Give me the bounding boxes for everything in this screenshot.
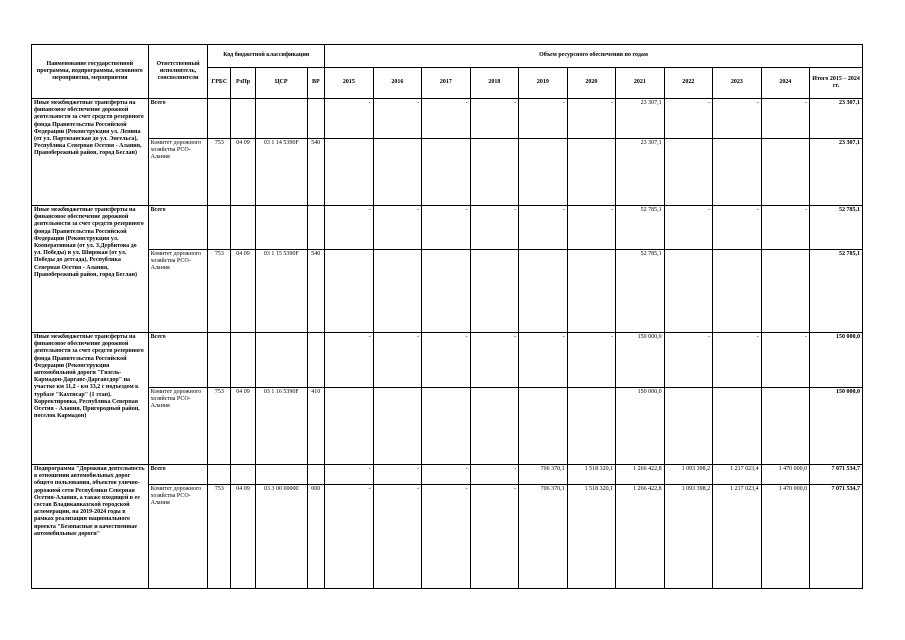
year-value: -	[422, 465, 471, 485]
header-year: 2022	[664, 68, 713, 99]
year-value	[470, 388, 519, 465]
year-value	[422, 139, 471, 206]
year-value: -	[519, 333, 568, 388]
vr-cell	[307, 333, 325, 388]
csr-cell: 03 1 14 5390F	[255, 139, 307, 206]
table-row	[32, 206, 863, 250]
vr-cell: 540	[307, 139, 325, 206]
table-row	[32, 465, 863, 485]
header-budget-code: Код бюджетной классификации	[208, 45, 325, 68]
csr-cell	[255, 99, 307, 139]
year-value	[373, 388, 422, 465]
rzpr-cell	[231, 206, 256, 250]
grbs-cell	[208, 99, 231, 139]
year-value: 150 000,0	[616, 388, 665, 465]
year-value	[567, 388, 616, 465]
vr-cell	[307, 99, 325, 139]
year-value	[761, 388, 810, 465]
year-value	[713, 139, 762, 206]
year-value: -	[325, 206, 374, 250]
grbs-cell	[208, 333, 231, 388]
year-value: -	[664, 99, 713, 139]
csr-cell: 03 3 00 00000	[255, 485, 307, 589]
responsible-executor: Комитет дорожного хозяйства РСО-Алания	[148, 139, 208, 206]
year-value: 52 785,1	[616, 250, 665, 333]
table-row	[32, 99, 863, 139]
header-volume: Объем ресурсного обеспечения по годам	[325, 45, 863, 68]
header-year: 2018	[470, 68, 519, 99]
year-value: 1 093 398,2	[664, 465, 713, 485]
header-year: 2024	[761, 68, 810, 99]
year-value: -	[664, 333, 713, 388]
year-value	[664, 139, 713, 206]
year-value	[519, 388, 568, 465]
year-value: 1 470 000,0	[761, 465, 810, 485]
rzpr-cell	[231, 333, 256, 388]
year-value: -	[325, 99, 374, 139]
year-value: -	[761, 99, 810, 139]
header-total: Итого 2015 – 2024 гг.	[810, 68, 863, 99]
year-value: -	[567, 333, 616, 388]
year-value: -	[713, 99, 762, 139]
header-year: 2016	[373, 68, 422, 99]
year-value: -	[470, 333, 519, 388]
header-year: 2019	[519, 68, 568, 99]
year-value: -	[373, 485, 422, 589]
year-value: 1 470 000,0	[761, 485, 810, 589]
vr-cell: 000	[307, 485, 325, 589]
vr-cell: 410	[307, 388, 325, 465]
grbs-cell: 753	[208, 250, 231, 333]
year-value	[664, 250, 713, 333]
header-year: 2023	[713, 68, 762, 99]
year-value: -	[325, 333, 374, 388]
year-value: -	[373, 465, 422, 485]
year-value: 1 518 320,1	[567, 485, 616, 589]
year-value: -	[422, 333, 471, 388]
year-value: 1 266 422,8	[616, 465, 665, 485]
total-value: 23 307,1	[810, 139, 863, 206]
year-value: -	[373, 99, 422, 139]
year-value	[713, 388, 762, 465]
year-value: 150 000,0	[616, 333, 665, 388]
row-label-total: Всего	[148, 99, 208, 139]
total-value: 7 071 534,7	[810, 485, 863, 589]
year-value: -	[519, 99, 568, 139]
year-value: -	[422, 206, 471, 250]
year-value: 1 217 023,4	[713, 465, 762, 485]
year-value: -	[325, 465, 374, 485]
table-row	[32, 485, 863, 589]
year-value: -	[422, 485, 471, 589]
table-row	[32, 139, 863, 206]
header-year: 2021	[616, 68, 665, 99]
year-value: 706 370,1	[519, 465, 568, 485]
header-vr: ВР	[307, 68, 325, 99]
year-value: -	[713, 333, 762, 388]
year-value	[422, 250, 471, 333]
rzpr-cell: 04 09	[231, 139, 256, 206]
year-value: -	[713, 206, 762, 250]
year-value: -	[470, 206, 519, 250]
grbs-cell	[208, 206, 231, 250]
rzpr-cell: 04 09	[231, 388, 256, 465]
year-value	[373, 250, 422, 333]
year-value	[325, 250, 374, 333]
year-value	[567, 139, 616, 206]
table-row	[32, 250, 863, 333]
rzpr-cell: 04 09	[231, 485, 256, 589]
header-year: 2020	[567, 68, 616, 99]
row-label-total: Всего	[148, 333, 208, 388]
row-label-total: Всего	[148, 465, 208, 485]
year-value	[422, 388, 471, 465]
year-value: -	[519, 206, 568, 250]
year-value	[470, 139, 519, 206]
total-value: 150 000,0	[810, 333, 863, 388]
total-value: 150 000,0	[810, 388, 863, 465]
year-value	[664, 388, 713, 465]
measure-name: Иные межбюджетные трансферты на финансовое обеспечение дорожной деятельности за счет средств резервного фонда Правительства Российской Федерации (Реконструкция автомобильной дороги "Гизель-Кармадон-Даргавс-Даргавсдор" на участке км 11,2 - км 33,2 с подъездом к турбазе "Кахтисар" (1 этап). Корректировка, Республика Северная Осетия - Алания, Пригородный район, поселок Кармадон)	[32, 333, 149, 465]
responsible-executor: Комитет дорожного хозяйства РСО-Алания	[148, 250, 208, 333]
year-value	[713, 250, 762, 333]
csr-cell: 03 1 16 5390F	[255, 388, 307, 465]
year-value	[567, 250, 616, 333]
csr-cell	[255, 333, 307, 388]
grbs-cell	[208, 465, 231, 485]
header-year: 2017	[422, 68, 471, 99]
year-value: -	[470, 99, 519, 139]
year-value	[325, 139, 374, 206]
vr-cell	[307, 465, 325, 485]
year-value	[519, 250, 568, 333]
rzpr-cell: 04 09	[231, 250, 256, 333]
total-value: 52 785,1	[810, 250, 863, 333]
year-value: 23 307,1	[616, 139, 665, 206]
header-rzpr: РзПр	[231, 68, 256, 99]
measure-name: Подпрограмма "Дорожная деятельность в отношении автомобильных дорог общего пользования, объектов улично-дорожной сети Республики Северная Осетия-Алания, а также входящей в ее состав Владикавказской городской агломерации, на 2019-2024 годы в рамках реализации национального проекта "Безопасные и качественные автомобильные дороги"	[32, 465, 149, 589]
year-value: -	[373, 206, 422, 250]
row-label-total: Всего	[148, 206, 208, 250]
grbs-cell: 753	[208, 485, 231, 589]
header-csr: ЦСР	[255, 68, 307, 99]
responsible-executor: Комитет дорожного хозяйства РСО-Алания	[148, 388, 208, 465]
vr-cell: 540	[307, 250, 325, 333]
year-value: 52 785,1	[616, 206, 665, 250]
year-value: -	[470, 485, 519, 589]
year-value: 1 217 023,4	[713, 485, 762, 589]
year-value	[519, 139, 568, 206]
year-value: -	[761, 206, 810, 250]
measure-name: Иные межбюджетные трансферты на финансовое обеспечение дорожной деятельности за счет средств резервного фонда Правительства Российской Федерации (Реконструкция ул. Ленина (от ул. Партизанская до ул. Энгельса), Республика Северная Осетия - Алания, Правобережный район, город Беслан)	[32, 99, 149, 206]
csr-cell	[255, 206, 307, 250]
year-value: 1 093 398,2	[664, 485, 713, 589]
year-value: -	[567, 206, 616, 250]
header-year: 2015	[325, 68, 374, 99]
table-row	[32, 333, 863, 388]
year-value: -	[567, 99, 616, 139]
year-value	[470, 250, 519, 333]
total-value: 7 071 534,7	[810, 465, 863, 485]
year-value: 1 518 320,1	[567, 465, 616, 485]
csr-cell	[255, 465, 307, 485]
year-value: -	[422, 99, 471, 139]
responsible-executor: Комитет дорожного хозяйства РСО-Алания	[148, 485, 208, 589]
year-value	[325, 388, 374, 465]
year-value: -	[761, 333, 810, 388]
year-value: -	[664, 206, 713, 250]
header-responsible: Ответственный исполнитель, соисполнители	[148, 45, 208, 99]
csr-cell: 03 1 15 5390F	[255, 250, 307, 333]
resource-table	[31, 44, 863, 589]
year-value	[761, 250, 810, 333]
total-value: 23 307,1	[810, 99, 863, 139]
grbs-cell: 753	[208, 139, 231, 206]
header-grbs: ГРБС	[208, 68, 231, 99]
header-name: Наименование государственной программы, подпрограммы, основного мероприятия, мероприятия	[32, 45, 149, 99]
year-value	[761, 139, 810, 206]
table-row	[32, 388, 863, 465]
year-value: -	[325, 485, 374, 589]
vr-cell	[307, 206, 325, 250]
rzpr-cell	[231, 465, 256, 485]
year-value	[373, 139, 422, 206]
year-value: -	[470, 465, 519, 485]
year-value: 23 307,1	[616, 99, 665, 139]
year-value: 1 266 422,8	[616, 485, 665, 589]
year-value: 706 370,1	[519, 485, 568, 589]
grbs-cell: 753	[208, 388, 231, 465]
rzpr-cell	[231, 99, 256, 139]
total-value: 52 785,1	[810, 206, 863, 250]
measure-name: Иные межбюджетные трансферты на финансовое обеспечение дорожной деятельности за счет средств резервного фонда Правительства Российской Федерации (Реконструкция ул. Кооперативная (от ул. З.Дербитова до ул. Победы) и ул. Широкая (от ул. Победы до детсада), Республика Северная Осетия - Алания, Правобережный район, город Беслан)	[32, 206, 149, 333]
year-value: -	[373, 333, 422, 388]
